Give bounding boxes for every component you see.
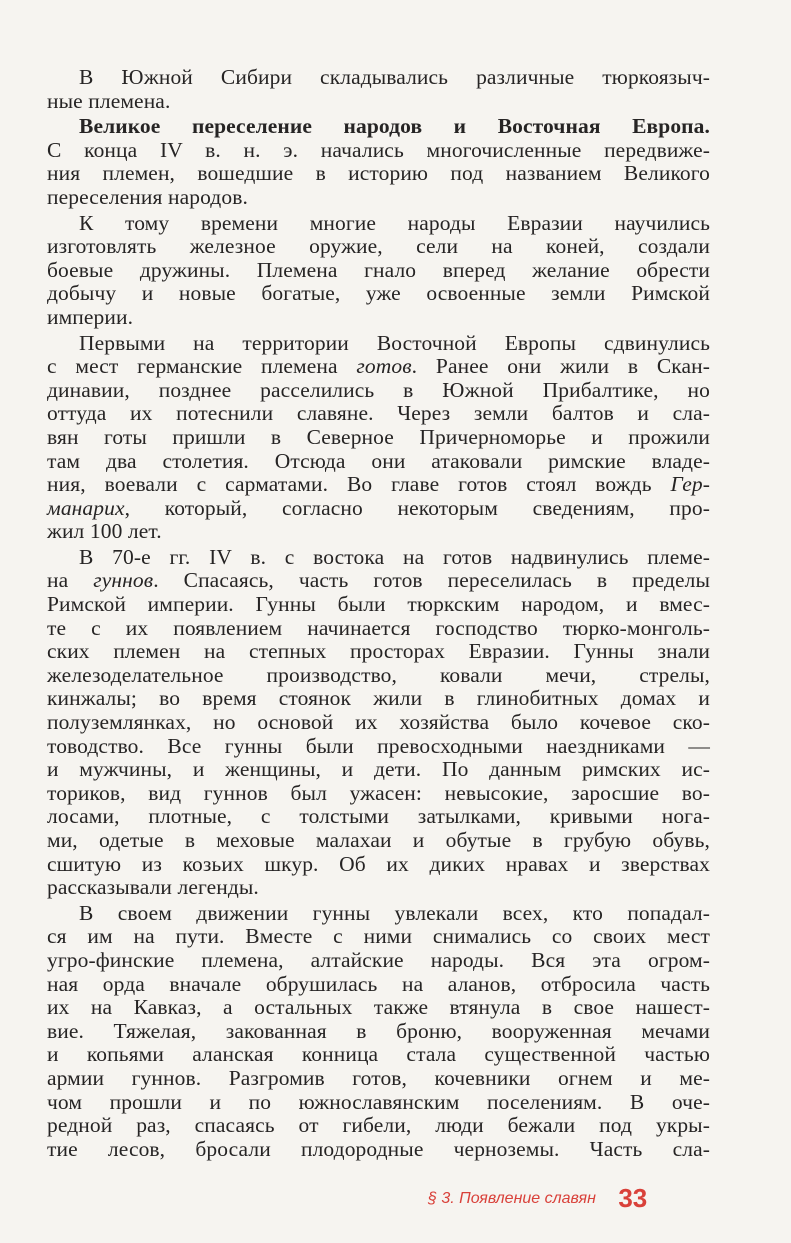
text-run: ная орда вначале обрушилась на аланов, отбросила часть	[47, 971, 710, 996]
text-line	[47, 925, 710, 949]
text-line	[47, 426, 710, 450]
text-line	[47, 996, 710, 1020]
text-run: переселения народов.	[47, 184, 248, 209]
text-line	[47, 546, 710, 570]
text-line	[47, 90, 710, 114]
text-line	[47, 569, 710, 593]
text-run: ся им на пути. Вместе с ними снимались со своих мест	[47, 924, 710, 949]
text-line	[47, 520, 710, 544]
text-line	[47, 876, 710, 900]
text-run: ми, одетые в меховые малахаи и обутые в грубую обувь,	[47, 828, 710, 852]
italic-term: гуннов	[93, 568, 154, 593]
text-run: на	[47, 568, 94, 593]
text-run: С конца IV в. н. э. начались многочисленные передвиже-	[47, 137, 710, 162]
text-run: ния племен, вошедшие в историю под названием Великого	[47, 161, 710, 186]
section-heading-line	[47, 115, 710, 139]
italic-term: готов	[356, 354, 412, 379]
text-run: ные племена.	[47, 88, 171, 113]
text-run: полуземлянках, но основой их хозяйства было кочевое ско-	[47, 710, 710, 735]
text-line	[47, 402, 710, 426]
text-run: кинжалы; во время стоянок жили в глинобитных домах и	[47, 686, 710, 711]
text-run: редной раз, спасаясь от гибели, люди бежали под укры-	[47, 1113, 710, 1138]
text-line	[47, 902, 710, 926]
text-line	[47, 617, 710, 641]
text-run: К тому времени многие народы Евразии научились	[79, 210, 710, 235]
text-line	[47, 162, 710, 186]
text-line	[47, 973, 710, 997]
text-run: железоделательное производство, ковали мечи, стрелы,	[47, 662, 710, 687]
text-run: вян готы пришли в Северное Причерноморье и прожили	[47, 424, 710, 449]
text-run: сшитую из козьих шкур. Об их диких нравах и зверствах	[47, 851, 710, 876]
text-run: те с их появлением начинается господство тюрко-монголь-	[47, 615, 710, 640]
italic-term: манарих	[47, 495, 125, 520]
text-run: В своем движении гунны увлекали всех, кто попадал-	[79, 900, 710, 925]
italic-term: Гер-	[670, 472, 710, 497]
text-line	[47, 640, 710, 664]
text-line	[47, 1043, 710, 1067]
text-run: ния, воевали с сарматами. Во главе готов стоял вождь	[47, 472, 671, 497]
text-run: и копьями аланская конница стала существенной частью	[47, 1042, 710, 1067]
text-run: чом прошли и по южнославянским поселениям. В оче-	[47, 1089, 710, 1114]
body-text	[47, 66, 710, 1161]
text-run: армии гуннов. Разгромив готов, кочевники огнем и ме-	[47, 1065, 710, 1090]
text-line	[47, 1091, 710, 1115]
text-run: вие. Тяжелая, закованная в броню, вооруженная мечами	[47, 1018, 710, 1043]
page-number: 33	[618, 1183, 648, 1213]
running-section-title: § 3. Появление славян	[428, 1190, 596, 1207]
text-run: рассказывали легенды.	[47, 875, 259, 900]
text-line	[47, 212, 710, 236]
text-line	[47, 805, 710, 829]
text-line	[47, 355, 710, 379]
text-line	[47, 782, 710, 806]
text-line	[47, 711, 710, 735]
text-run: и мужчины, и женщины, и дети. По данным римских ис-	[47, 757, 710, 782]
text-run: жил 100 лет.	[47, 519, 162, 544]
text-run: там два столетия. Отсюда они атаковали римские владе-	[47, 448, 710, 473]
text-line	[47, 853, 710, 877]
text-line	[47, 687, 710, 711]
text-line	[47, 664, 710, 688]
text-run: ских племен на степных просторах Евразии. Гунны знали	[47, 639, 710, 664]
text-run: изготовлять железное оружие, сели на коней, создали	[47, 234, 710, 259]
text-run: . Ранее они жили в Скан-	[411, 354, 710, 379]
text-line	[47, 593, 710, 617]
text-line	[47, 306, 710, 330]
text-line	[47, 186, 710, 210]
text-run: тие лесов, бросали плодородные черноземы. Часть сла-	[47, 1136, 710, 1161]
text-run: товодство. Все гунны были превосходными наездниками —	[47, 733, 710, 758]
text-line	[47, 1138, 710, 1162]
bold-text: Великое переселение народов и Восточная Европа.	[79, 114, 710, 139]
text-run: ториков, вид гуннов был ужасен: невысокие, заросшие во-	[47, 780, 710, 805]
text-run: добычу и новые богатые, уже освоенные земли Римской	[47, 281, 710, 306]
text-line	[47, 450, 710, 474]
text-run: оттуда их потеснили славяне. Через земли балтов и сла-	[47, 401, 710, 426]
text-run: угро-финские племена, алтайские народы. Вся эта огром-	[47, 947, 710, 972]
text-line	[47, 1020, 710, 1044]
text-run: динавии, позднее расселились в Южной Прибалтике, но	[47, 377, 710, 402]
text-run: Первыми на территории Восточной Европы сдвинулись	[79, 330, 710, 355]
text-line	[47, 758, 710, 782]
text-line	[47, 332, 710, 356]
text-line	[47, 66, 710, 90]
text-run: с мест германские племена	[47, 354, 357, 379]
text-line	[47, 473, 710, 497]
text-line	[47, 282, 710, 306]
text-run: лосами, плотные, с толстыми затылками, кривыми нога-	[47, 804, 710, 829]
text-run: боевые дружины. Племена гнало вперед желание обрести	[47, 257, 710, 282]
page-footer	[428, 1183, 647, 1214]
text-run: Римской империи. Гунны были тюркским народом, и вмес-	[47, 592, 710, 617]
text-line	[47, 1114, 710, 1138]
text-run: империи.	[47, 304, 134, 329]
text-run: их на Кавказ, а остальных также втянула в свое нашест-	[47, 995, 710, 1020]
text-run: . Спасаясь, часть готов переселилась в пределы	[153, 568, 710, 593]
text-line	[47, 235, 710, 259]
text-line	[47, 379, 710, 403]
text-line	[47, 829, 710, 853]
text-run: В 70-е гг. IV в. с востока на готов надвинулись племе-	[79, 544, 710, 569]
text-line	[47, 1067, 710, 1091]
text-line	[47, 949, 710, 973]
text-line	[47, 139, 710, 163]
text-line	[47, 735, 710, 759]
text-run: , который, согласно некоторым сведениям, про-	[124, 495, 710, 520]
text-line	[47, 259, 710, 283]
text-run: В Южной Сибири складывались различные тюркоязыч-	[79, 65, 710, 89]
text-line	[47, 497, 710, 521]
